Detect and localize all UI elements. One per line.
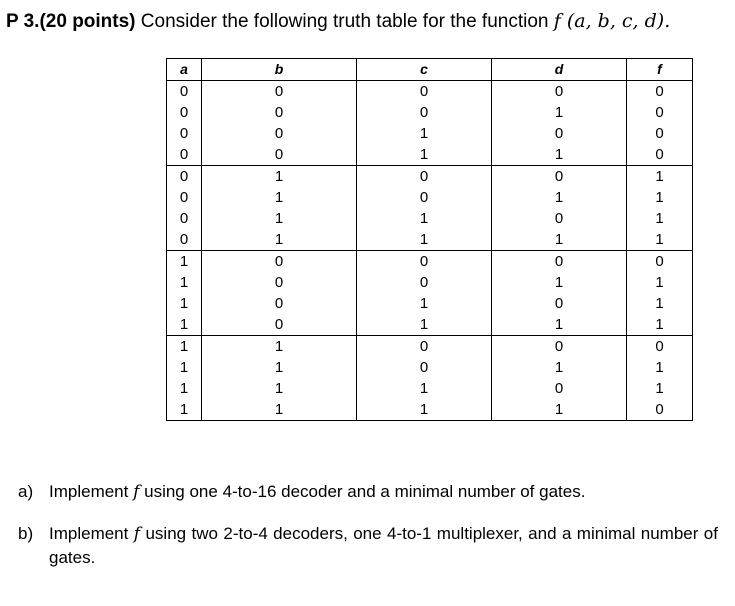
problem-label: P 3.(20 points) (6, 11, 136, 32)
cell-f: 1 (627, 187, 693, 208)
cell-f: 1 (627, 208, 693, 229)
cell-f: 1 (627, 272, 693, 293)
cell-b: 1 (202, 378, 357, 399)
cell-d: 1 (492, 187, 627, 208)
table-row (167, 123, 693, 144)
cell-b: 0 (202, 251, 357, 273)
table-row (167, 102, 693, 123)
cell-b: 1 (202, 229, 357, 251)
truth-table (166, 58, 693, 421)
cell-a: 0 (167, 123, 202, 144)
cell-b: 1 (202, 208, 357, 229)
cell-d: 0 (492, 251, 627, 273)
question-a-text (49, 480, 718, 504)
cell-d: 0 (492, 378, 627, 399)
cell-b: 0 (202, 293, 357, 314)
cell-c: 0 (357, 251, 492, 273)
table-row (167, 293, 693, 314)
cell-c: 0 (357, 81, 492, 103)
truth-table-header (167, 59, 693, 81)
cell-a: 0 (167, 187, 202, 208)
cell-a: 1 (167, 293, 202, 314)
cell-c: 0 (357, 336, 492, 358)
cell-b: 1 (202, 399, 357, 421)
header-f: f (627, 59, 693, 81)
table-row (167, 187, 693, 208)
cell-f: 0 (627, 251, 693, 273)
cell-d: 1 (492, 144, 627, 166)
cell-a: 1 (167, 357, 202, 378)
header-b: b (202, 59, 357, 81)
question-b-post: using two 2-to-4 decoders, one 4-to-1 multiplexer, and a minimal number of gates. (49, 524, 718, 567)
cell-b: 0 (202, 123, 357, 144)
cell-d: 0 (492, 166, 627, 188)
cell-a: 1 (167, 378, 202, 399)
cell-c: 1 (357, 399, 492, 421)
question-b-var: f (133, 524, 141, 544)
cell-f: 1 (627, 378, 693, 399)
table-row (167, 144, 693, 166)
cell-d: 1 (492, 102, 627, 123)
cell-d: 0 (492, 81, 627, 103)
cell-f: 0 (627, 144, 693, 166)
cell-d: 1 (492, 399, 627, 421)
cell-c: 0 (357, 357, 492, 378)
cell-f: 0 (627, 123, 693, 144)
question-a-tag: a) (18, 482, 34, 501)
cell-c: 0 (357, 102, 492, 123)
table-row (167, 357, 693, 378)
cell-d: 0 (492, 208, 627, 229)
cell-c: 1 (357, 229, 492, 251)
cell-f: 1 (627, 314, 693, 336)
question-b-tag: b) (18, 524, 34, 543)
cell-a: 1 (167, 314, 202, 336)
cell-a: 1 (167, 272, 202, 293)
table-row (167, 336, 693, 358)
cell-f: 1 (627, 229, 693, 251)
table-row (167, 229, 693, 251)
cell-c: 0 (357, 187, 492, 208)
cell-a: 1 (167, 399, 202, 421)
question-a-pre: Implement (49, 482, 134, 501)
table-row (167, 314, 693, 336)
cell-d: 1 (492, 314, 627, 336)
cell-f: 0 (627, 102, 693, 123)
cell-d: 0 (492, 293, 627, 314)
cell-b: 0 (202, 102, 357, 123)
question-b (18, 522, 718, 570)
function-name: f (a, b, c, d). (553, 10, 671, 32)
cell-d: 1 (492, 229, 627, 251)
cell-a: 1 (167, 251, 202, 273)
question-a (18, 480, 718, 504)
cell-f: 0 (627, 81, 693, 103)
cell-b: 0 (202, 144, 357, 166)
cell-d: 0 (492, 123, 627, 144)
question-b-text (49, 522, 718, 570)
question-b-pre: Implement (49, 524, 134, 543)
cell-b: 1 (202, 357, 357, 378)
cell-c: 1 (357, 144, 492, 166)
cell-b: 0 (202, 81, 357, 103)
questions (18, 480, 718, 588)
table-row (167, 378, 693, 399)
cell-a: 0 (167, 208, 202, 229)
table-row (167, 166, 693, 188)
cell-f: 0 (627, 336, 693, 358)
cell-a: 1 (167, 336, 202, 358)
cell-c: 1 (357, 314, 492, 336)
cell-c: 1 (357, 378, 492, 399)
cell-c: 0 (357, 166, 492, 188)
header-d: d (492, 59, 627, 81)
cell-c: 0 (357, 272, 492, 293)
cell-b: 1 (202, 166, 357, 188)
cell-f: 1 (627, 293, 693, 314)
cell-c: 1 (357, 293, 492, 314)
problem-title (6, 8, 670, 35)
cell-a: 0 (167, 81, 202, 103)
cell-f: 1 (627, 357, 693, 378)
header-a: a (167, 59, 202, 81)
cell-d: 1 (492, 272, 627, 293)
cell-b: 0 (202, 314, 357, 336)
header-c: c (357, 59, 492, 81)
cell-c: 1 (357, 123, 492, 144)
cell-a: 0 (167, 166, 202, 188)
cell-f: 0 (627, 399, 693, 421)
cell-b: 1 (202, 187, 357, 208)
cell-a: 0 (167, 102, 202, 123)
cell-c: 1 (357, 208, 492, 229)
question-a-post: using one 4-to-16 decoder and a minimal number of gates. (139, 482, 586, 501)
problem-intro: Consider the following truth table for the function (135, 11, 554, 32)
cell-b: 0 (202, 272, 357, 293)
cell-f: 1 (627, 166, 693, 188)
table-row (167, 399, 693, 421)
truth-table-body (167, 81, 693, 421)
cell-d: 1 (492, 357, 627, 378)
question-a-var: f (133, 482, 140, 502)
table-row (167, 251, 693, 273)
table-row (167, 208, 693, 229)
table-row (167, 81, 693, 103)
cell-a: 0 (167, 229, 202, 251)
table-row (167, 272, 693, 293)
cell-d: 0 (492, 336, 627, 358)
cell-b: 1 (202, 336, 357, 358)
cell-a: 0 (167, 144, 202, 166)
